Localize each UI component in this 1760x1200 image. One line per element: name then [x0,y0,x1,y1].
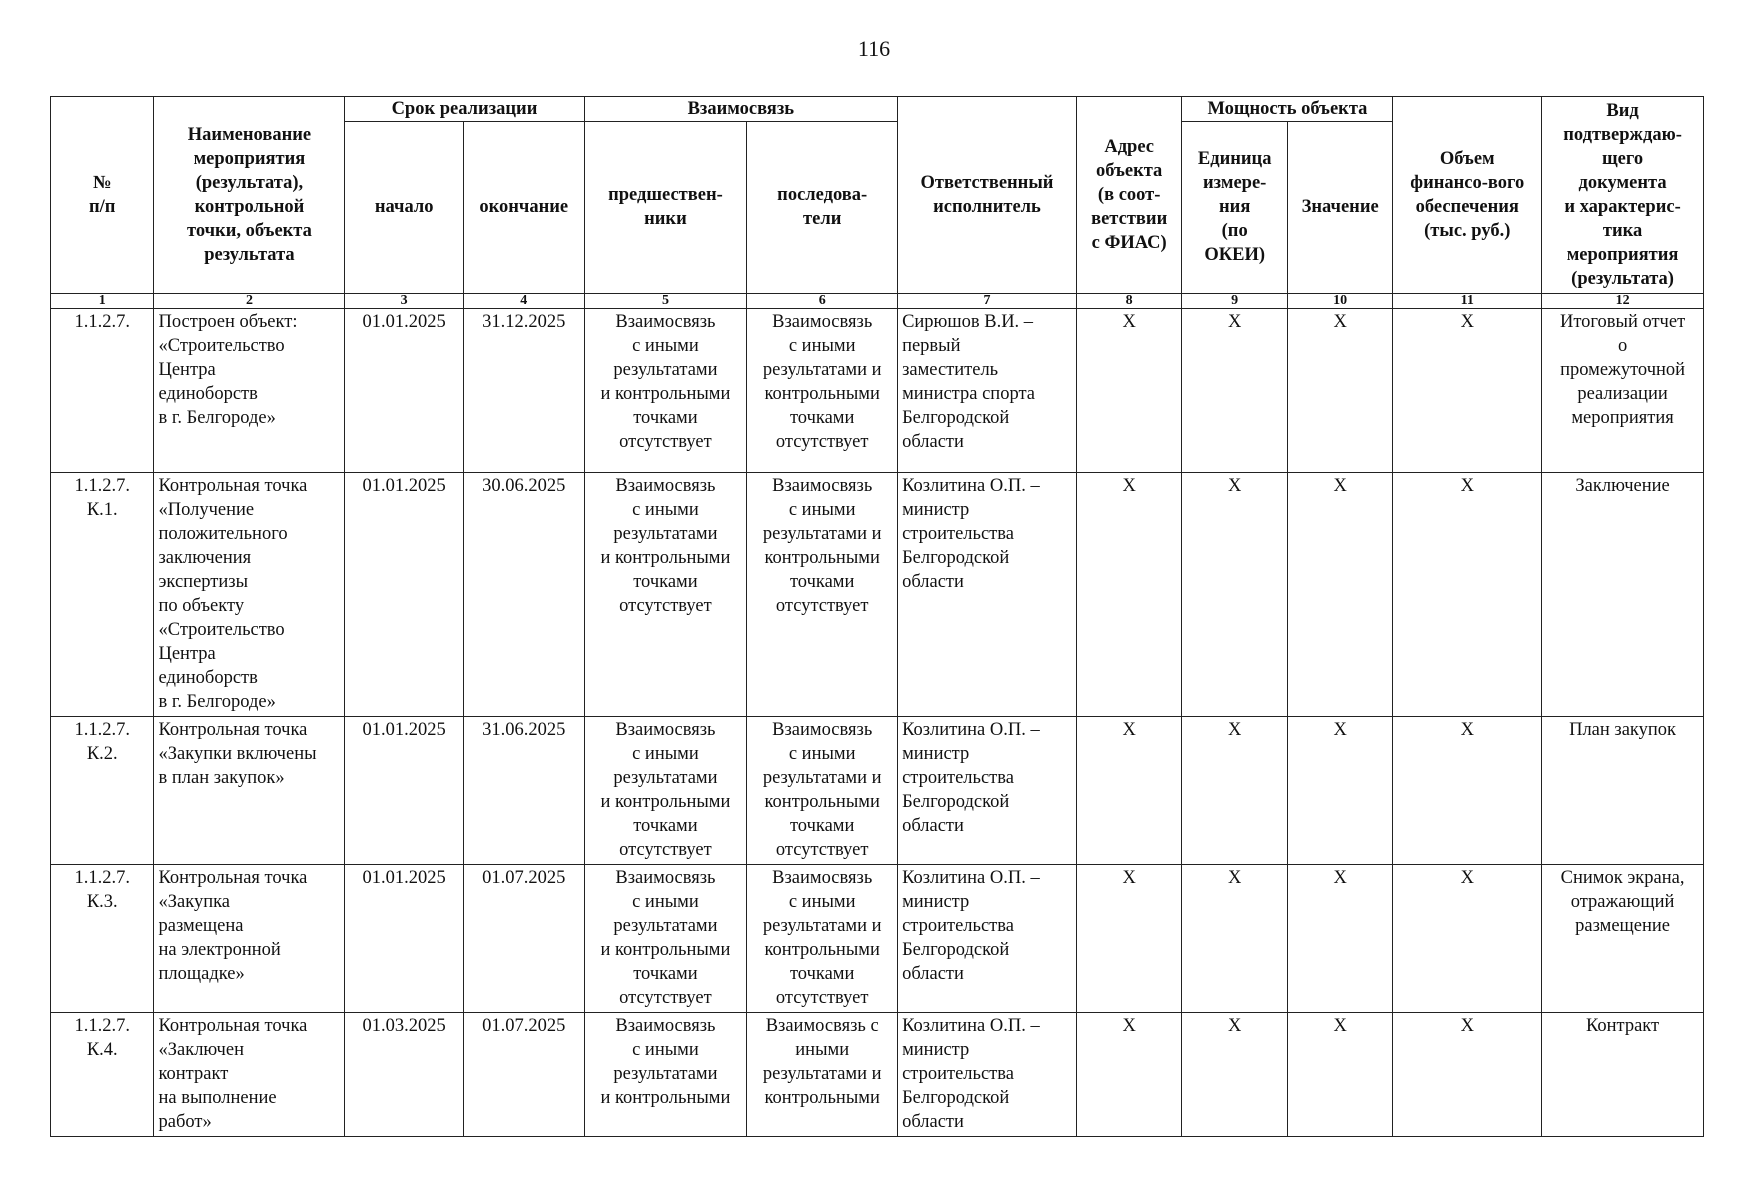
header-financing: Объем финансо-вого обеспечения (тыс. руб.) [1393,97,1542,294]
row-name: Контрольная точка «Закупки включены в план закупок» [154,717,345,865]
col-number: 4 [463,294,584,309]
header-predecessors: предшествен- ники [584,122,747,294]
row-responsible: Козлитина О.П. – министр строительства Белгородской области [898,865,1077,1013]
row-financing: X [1393,309,1542,473]
row-financing: X [1393,717,1542,865]
row-document: Снимок экрана, отражающий размещение [1542,865,1704,1013]
header-start: начало [345,122,464,294]
col-number: 5 [584,294,747,309]
row-name: Построен объект: «Строительство Центра единоборств в г. Белгороде» [154,309,345,473]
row-address: X [1076,717,1182,865]
row-end-date: 30.06.2025 [463,473,584,717]
row-value: X [1287,717,1393,865]
row-start-date: 01.01.2025 [345,309,464,473]
row-successors: Взаимосвязь с иными результатами и контрольными точками отсутствует [747,473,898,717]
header-group-term: Срок реализации [345,97,584,122]
row-successors: Взаимосвязь с иными результатами и контрольными точками отсутствует [747,717,898,865]
header-unit: Единица измере- ния (по ОКЕИ) [1182,122,1288,294]
row-unit: X [1182,865,1288,1013]
page-number: 116 [857,36,891,61]
row-number: 1.1.2.7. [51,309,154,473]
table-row [51,865,1704,1013]
row-address: X [1076,309,1182,473]
row-start-date: 01.01.2025 [345,717,464,865]
header-name: Наименование мероприятия (результата), контрольной точки, объекта результата [154,97,345,294]
table-row [51,1013,1704,1137]
row-name: Контрольная точка «Заключен контракт на выполнение работ» [154,1013,345,1137]
row-predecessors: Взаимосвязь с иными результатами и контрольными точками отсутствует [584,473,747,717]
row-number: 1.1.2.7. К.3. [51,865,154,1013]
row-value: X [1287,865,1393,1013]
table-row [51,717,1704,865]
col-number: 10 [1287,294,1393,309]
row-number: 1.1.2.7. К.2. [51,717,154,865]
row-unit: X [1182,717,1288,865]
row-start-date: 01.01.2025 [345,473,464,717]
row-end-date: 31.06.2025 [463,717,584,865]
row-number: 1.1.2.7. К.1. [51,473,154,717]
header-row-groups [51,97,1704,122]
row-financing: X [1393,865,1542,1013]
header-end: окончание [463,122,584,294]
row-number: 1.1.2.7. К.4. [51,1013,154,1137]
header-group-link: Взаимосвязь [584,97,898,122]
implementation-plan-table [50,96,1704,1137]
row-end-date: 31.12.2025 [463,309,584,473]
row-address: X [1076,473,1182,717]
row-end-date: 01.07.2025 [463,1013,584,1137]
col-number: 6 [747,294,898,309]
header-value: Значение [1287,122,1393,294]
col-number: 3 [345,294,464,309]
col-number: 2 [154,294,345,309]
row-predecessors: Взаимосвязь с иными результатами и контрольными точками отсутствует [584,865,747,1013]
row-responsible: Козлитина О.П. – министр строительства Белгородской области [898,1013,1077,1137]
row-start-date: 01.01.2025 [345,865,464,1013]
row-predecessors: Взаимосвязь с иными результатами и контрольными точками отсутствует [584,717,747,865]
header-responsible: Ответственный исполнитель [898,97,1077,294]
table-row [51,309,1704,473]
row-predecessors: Взаимосвязь с иными результатами и контрольными точками отсутствует [584,309,747,473]
col-number: 12 [1542,294,1704,309]
header-group-power: Мощность объекта [1182,97,1393,122]
header-num: № п/п [51,97,154,294]
row-unit: X [1182,1013,1288,1137]
row-document: План закупок [1542,717,1704,865]
row-financing: X [1393,1013,1542,1137]
table-row [51,473,1704,717]
row-predecessors: Взаимосвязь с иными результатами и контрольными [584,1013,747,1137]
row-start-date: 01.03.2025 [345,1013,464,1137]
row-unit: X [1182,473,1288,717]
row-value: X [1287,1013,1393,1137]
row-responsible: Сирюшов В.И. – первый заместитель министра спорта Белгородской области [898,309,1077,473]
row-successors: Взаимосвязь с иными результатами и контрольными точками отсутствует [747,309,898,473]
row-address: X [1076,1013,1182,1137]
row-document: Контракт [1542,1013,1704,1137]
row-address: X [1076,865,1182,1013]
row-value: X [1287,309,1393,473]
header-document: Вид подтверждаю- щего документа и характерис- тика мероприятия (результата) [1542,97,1704,294]
header-successors: последова- тели [747,122,898,294]
row-name: Контрольная точка «Получение положительного заключения экспертизы по объекту «Строительство Центра единоборств в г. Белгороде» [154,473,345,717]
column-numbers-row [51,294,1704,309]
row-unit: X [1182,309,1288,473]
row-responsible: Козлитина О.П. – министр строительства Белгородской области [898,717,1077,865]
col-number: 8 [1076,294,1182,309]
col-number: 11 [1393,294,1542,309]
header-address: Адрес объекта (в соот- ветствии с ФИАС) [1076,97,1182,294]
row-financing: X [1393,473,1542,717]
row-successors: Взаимосвязь с иными результатами и контрольными [747,1013,898,1137]
row-successors: Взаимосвязь с иными результатами и контрольными точками отсутствует [747,865,898,1013]
row-responsible: Козлитина О.П. – министр строительства Белгородской области [898,473,1077,717]
col-number: 1 [51,294,154,309]
row-end-date: 01.07.2025 [463,865,584,1013]
row-name: Контрольная точка «Закупка размещена на электронной площадке» [154,865,345,1013]
col-number: 9 [1182,294,1288,309]
row-document: Итоговый отчет о промежуточной реализации мероприятия [1542,309,1704,473]
row-value: X [1287,473,1393,717]
col-number: 7 [898,294,1077,309]
row-document: Заключение [1542,473,1704,717]
